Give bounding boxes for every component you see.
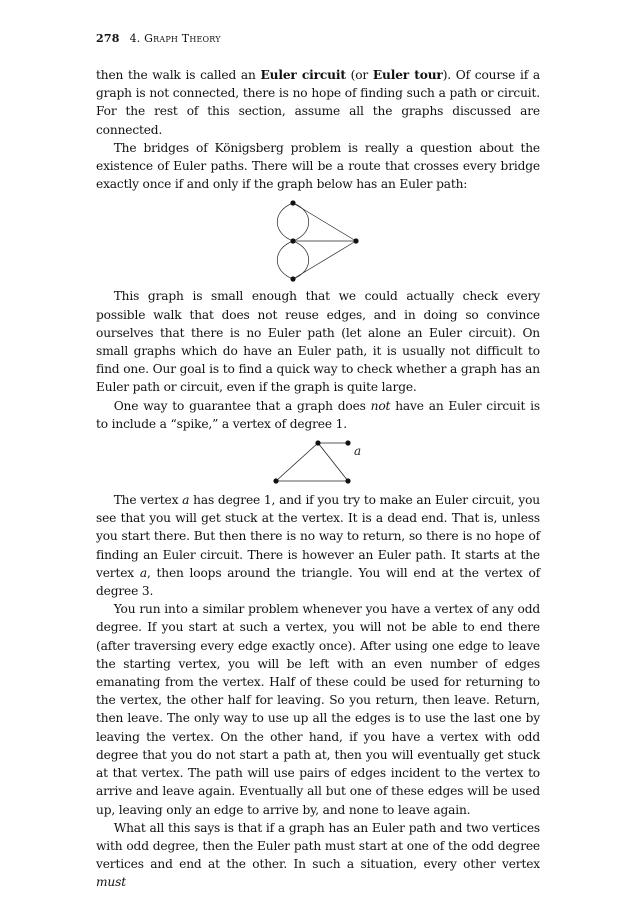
edge: [277, 241, 293, 279]
vertex: [290, 201, 295, 206]
text-run: The bridges of Königsberg problem is really a question about the existence of Euler paths. There will be a route that crosses every bridge exactly once if and only if the graph below has an Euler path:: [96, 140, 540, 192]
text-run: You run into a similar problem whenever you have a vertex of any odd degree. If you start at such a vertex, you will not be able to end there (after traversing every edge exactly once). After using one edge to leave the starting vertex, you will be left with an even number of edges emanating from the vertex. Half of these could be used for returning to the vertex, the other half for leaving. So you return, then leave. Return, then leave. The only way to use up all the edges is to use the last one by leaving the vertex. On the other hand, if you have a vertex with odd degree that you do not start a path at, then you will eventually get stuck at that vertex. The path will use pairs of edges incident to the vertex to arrive and leave again. Eventually all but one of these edges will be used up, leaving only an edge to arrive by, and none to leave again.: [96, 602, 540, 817]
vertex: [353, 239, 358, 244]
spike-graph-figure: [258, 437, 378, 489]
paragraph-4: [96, 397, 540, 433]
text-run: The vertex: [113, 493, 183, 508]
italic-term: a: [182, 493, 190, 508]
edge: [293, 203, 309, 241]
edge: [293, 241, 309, 279]
vertex: [290, 277, 295, 282]
edge: [318, 443, 348, 481]
paragraph-6: [96, 600, 540, 818]
bold-term: Euler circuit: [260, 68, 346, 82]
running-header: [96, 32, 540, 66]
text-run: , then loops around the triangle. You will end at the vertex of degree 3.: [96, 565, 540, 599]
vertex: [273, 478, 278, 483]
text-run: (or: [345, 68, 373, 82]
text-run: have an Euler circuit is to include a “spike,” a vertex of degree 1.: [96, 398, 540, 431]
paragraph-1: [96, 66, 540, 139]
italic-term: must: [96, 875, 126, 890]
edge: [277, 203, 293, 241]
konigsberg-graph-figure: [258, 199, 378, 283]
paragraph-3: [96, 287, 540, 396]
paragraph-2: [96, 139, 540, 194]
paragraph-5: [96, 491, 540, 600]
text-run: then the walk is called an: [96, 68, 261, 82]
text-run: has degree 1, and if you try to make an Euler circuit, you see that you will get stuck at the vertex. It is a dead end. That is, unless you start there. But then there is no way to return, so there is no hope of finding an Euler circuit. There is however an Euler path. It starts at the vertex: [96, 493, 540, 580]
vertex-a: [345, 440, 350, 445]
page: [96, 32, 540, 892]
italic-term: not: [370, 398, 391, 413]
text-run: ). Of course if a graph is not connected, there is no hope of finding such a path or circuit. For the rest of this section, assume all the graphs discussed are connected.: [96, 68, 540, 137]
vertex-label-a: a: [354, 444, 362, 459]
paragraph-7: [96, 819, 540, 892]
text-run: One way to guarantee that a graph does: [113, 398, 371, 413]
section-title: 4. Graph Theory: [129, 32, 221, 45]
vertex: [345, 478, 350, 483]
vertex: [290, 239, 295, 244]
page-number: 278: [96, 32, 120, 45]
text-run: What all this says is that if a graph has an Euler path and two vertices with odd degree, then the Euler path must start at one of the odd degree vertices and end at the other. In such a situation, every other vertex: [96, 820, 540, 872]
edge: [276, 443, 318, 481]
italic-term: a: [139, 565, 147, 580]
vertex: [315, 440, 320, 445]
text-run: This graph is small enough that we could actually check every possible walk that does not reuse edges, and in doing so convince ourselves that there is no Euler path (let alone an Euler circuit). On small graphs which do have an Euler path, it is usually not difficult to find one. Our goal is to find a quick way to check whether a graph has an Euler path or circuit, even if the graph is quite large.: [96, 289, 540, 395]
bold-term: Euler tour: [372, 68, 443, 82]
